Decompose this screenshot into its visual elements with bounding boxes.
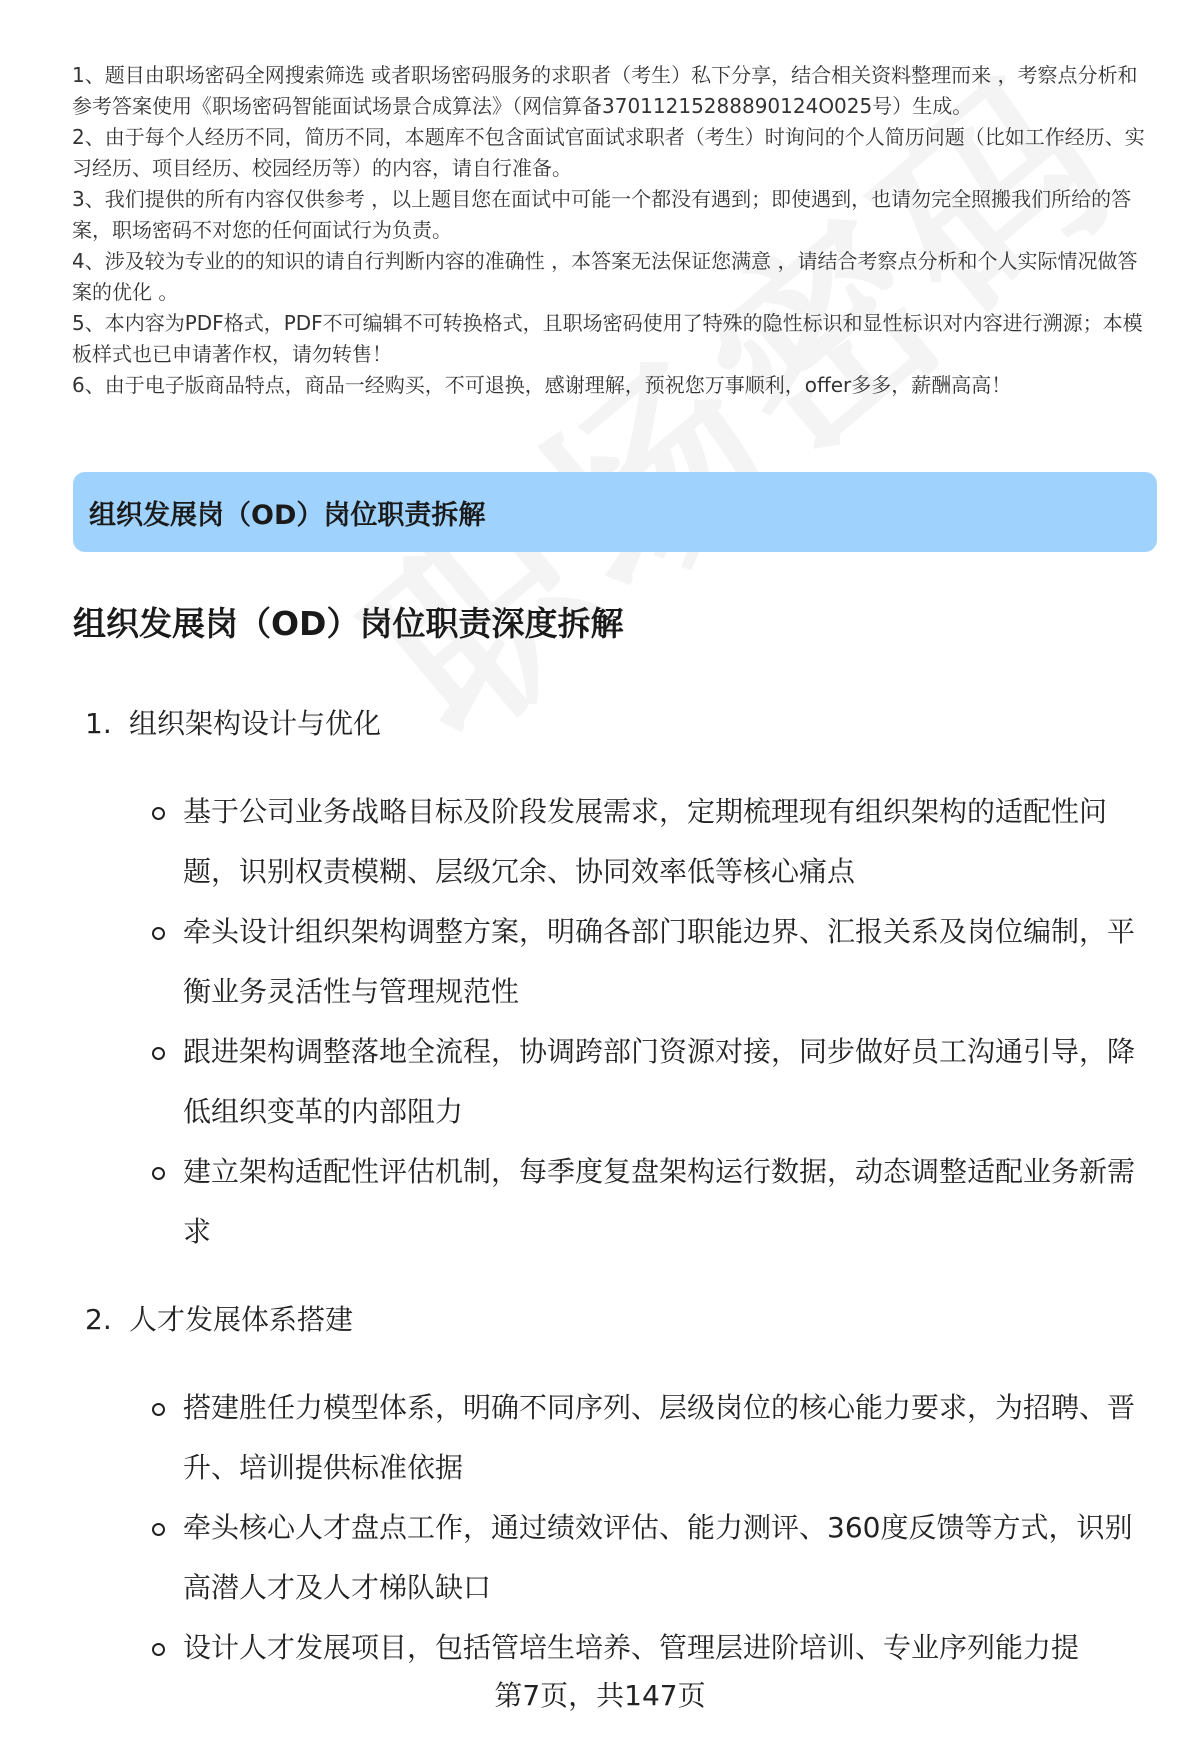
list-item-text: 设计人才发展项目，包括管培生培养、管理层进阶培训、专业序列能力提 (183, 1631, 1080, 1664)
list-item (150, 1378, 1140, 1498)
section-title-text: 组织架构设计与优化 (129, 707, 382, 740)
list-item (150, 1022, 1140, 1142)
notice-item: 5、本内容为PDF格式，PDF不可编辑不可转换格式，且职场密码使用了特殊的隐性标识和显性标识对内容进行溯源；本模板样式也已申请著作权，请勿转售！ (72, 311, 1143, 366)
notice-item: 2、由于每个人经历不同，简历不同，本题库不包含面试官面试求职者（考生）时询问的个人简历问题（比如工作经历、实习经历、项目经历、校园经历等）的内容，请自行准备。 (72, 125, 1145, 180)
list-item-text: 跟进架构调整落地全流程，协调跨部门资源对接，同步做好员工沟通引导，降低组织变革的内部阻力 (183, 1035, 1136, 1128)
notice-item: 1、题目由职场密码全网搜索筛选 或者职场密码服务的求职者（考生）私下分享，结合相关资料整理而来 ，考察点分析和参考答案使用《职场密码智能面试场景合成算法》（网信算备37011215288890124O025号）生成。 (72, 63, 1138, 118)
list-item-text: 牵头核心人才盘点工作，通过绩效评估、能力测评、360度反馈等方式，识别高潜人才及人才梯队缺口 (183, 1511, 1133, 1604)
page-footer: 第7页，共147页 (494, 1679, 706, 1712)
section-title-text: 人才发展体系搭建 (129, 1303, 354, 1336)
bullet-icon (152, 1047, 165, 1060)
section-banner (73, 472, 1157, 552)
section-number: 2. (85, 1303, 112, 1336)
section-title (85, 702, 381, 742)
bullet-icon (152, 807, 165, 820)
bullet-list (150, 782, 1140, 1262)
list-item (150, 782, 1140, 902)
bullet-list (150, 1378, 1140, 1678)
list-item (150, 1618, 1140, 1678)
notice-item: 4、涉及较为专业的的知识的请自行判断内容的准确性 ，本答案无法保证您满意 ，请结合考察点分析和个人实际情况做答案的优化 。 (72, 249, 1138, 304)
list-item (150, 1498, 1140, 1618)
notice-item: 6、由于电子版商品特点，商品一经购买，不可退换，感谢理解，预祝您万事顺利，offer多多，薪酬高高！ (72, 373, 1012, 397)
list-item (150, 902, 1140, 1022)
list-item-text: 基于公司业务战略目标及阶段发展需求，定期梳理现有组织架构的适配性问题，识别权责模糊、层级冗余、协同效率低等核心痛点 (183, 795, 1108, 888)
list-item-text: 牵头设计组织架构调整方案，明确各部门职能边界、汇报关系及岗位编制，平衡业务灵活性与管理规范性 (183, 915, 1136, 1008)
list-item-text: 搭建胜任力模型体系，明确不同序列、层级岗位的核心能力要求，为招聘、晋升、培训提供标准依据 (183, 1391, 1136, 1484)
bullet-icon (152, 927, 165, 940)
bullet-icon (152, 1523, 165, 1536)
notice-item: 3、我们提供的所有内容仅供参考 ，以上题目您在面试中可能一个都没有遇到；即使遇到，也请勿完全照搬我们所给的答案，职场密码不对您的任何面试行为负责。 (72, 187, 1132, 242)
bullet-icon (152, 1643, 165, 1656)
list-item-text: 建立架构适配性评估机制，每季度复盘架构运行数据，动态调整适配业务新需求 (183, 1155, 1136, 1248)
bullet-icon (152, 1167, 165, 1180)
bullet-icon (152, 1403, 165, 1416)
section-title (85, 1298, 353, 1338)
notice-block (72, 60, 1157, 401)
section-number: 1. (85, 707, 112, 740)
page-heading: 组织发展岗（OD）岗位职责深度拆解 (73, 604, 624, 643)
banner-title: 组织发展岗（OD）岗位职责拆解 (89, 499, 486, 531)
list-item (150, 1142, 1140, 1262)
